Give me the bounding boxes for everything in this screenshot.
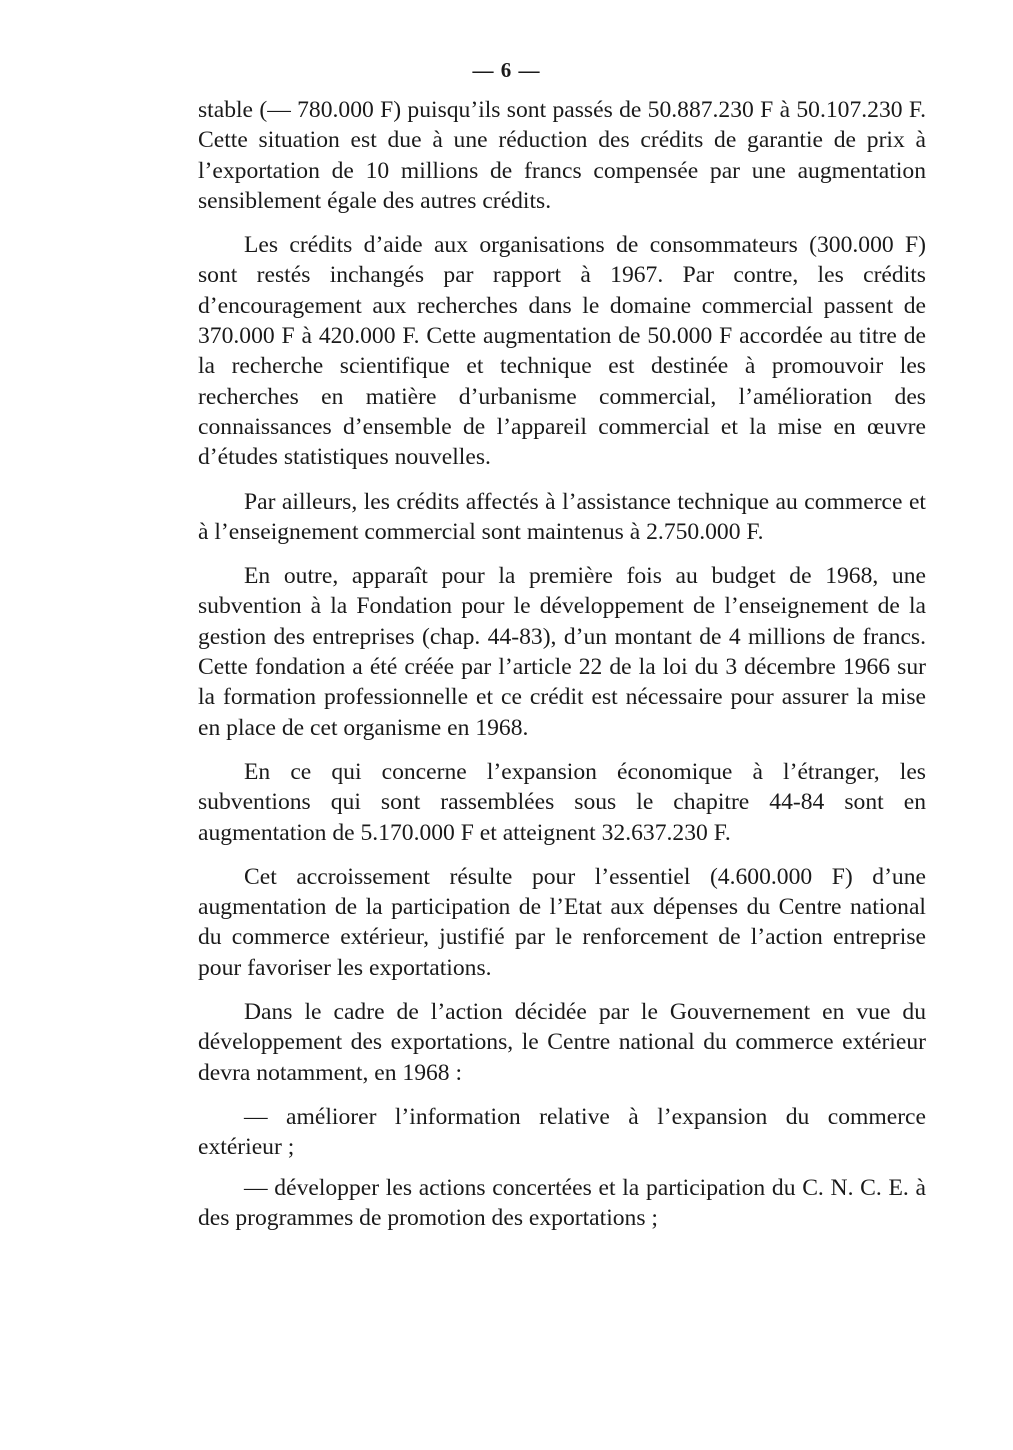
paragraph-technical-assistance: Par ailleurs, les crédits affectés à l’assistance technique au commerce et à l’enseignement commercial sont maintenus à 2.750.000 F.: [198, 488, 926, 545]
paragraph-continuation: stable (— 780.000 F) puisqu’ils sont passés de 50.887.230 F à 50.107.230 F. Cette situation est due à une réduction des crédits de garantie de prix à l’exportation de 10 millions de francs compensée par une augmentation sensiblement égale des autres crédits.: [198, 97, 926, 214]
page-number: — 6 —: [472, 58, 541, 82]
paragraph-government-action: Dans le cadre de l’action décidée par le Gouvernement en vue du développement des exportations, le Centre national du commerce extérieur devra notamment, en 1968 :: [198, 999, 926, 1086]
paragraph-consumer-credits: Les crédits d’aide aux organisations de consommateurs (300.000 F) sont restés inchangés par rapport à 1967. Par contre, les crédits d’encouragement aux recherches dans le domaine commercial passent de 370.000 F à 420.000 F. Cette augmentation de 50.000 F accordée au titre de la recherche scientifique et technique est destinée à promouvoir les recherches en matière d’urbanisme commercial, l’amélioration des connaissances d’ensemble de l’appareil commercial et la mise en œuvre d’études statistiques nouvelles.: [198, 232, 926, 471]
list-item-concerted-actions: — développer les actions concertées et la participation du C. N. C. E. à des programmes de promotion des exportations ;: [198, 1174, 926, 1231]
paragraph-increase: Cet accroissement résulte pour l’essentiel (4.600.000 F) d’une augmentation de la participation de l’Etat aux dépenses du Centre national du commerce extérieur, justifié par le renforcement de l’action entreprise pour favoriser les exportations.: [198, 863, 926, 981]
list-item-information: — améliorer l’information relative à l’expansion du commerce extérieur ;: [198, 1103, 926, 1161]
paragraph-economic-expansion: En ce qui concerne l’expansion économique à l’étranger, les subventions qui sont rassemblées sous le chapitre 44-84 sont en augmentation de 5.170.000 F et atteignent 32.637.230 F.: [198, 758, 926, 846]
body-text: [198, 95, 926, 1243]
paragraph-foundation-subsidy: En outre, apparaît pour la première fois au budget de 1968, une subvention à la Fondation pour le développement de l’enseignement de la gestion des entreprises (chap. 44-83), d’un montant de 4 millions de francs. Cette fondation a été créée par l’article 22 de la loi du 3 décembre 1966 sur la formation professionnelle et ce crédit est nécessaire pour assurer la mise en place de cet organisme en 1968.: [198, 563, 926, 741]
